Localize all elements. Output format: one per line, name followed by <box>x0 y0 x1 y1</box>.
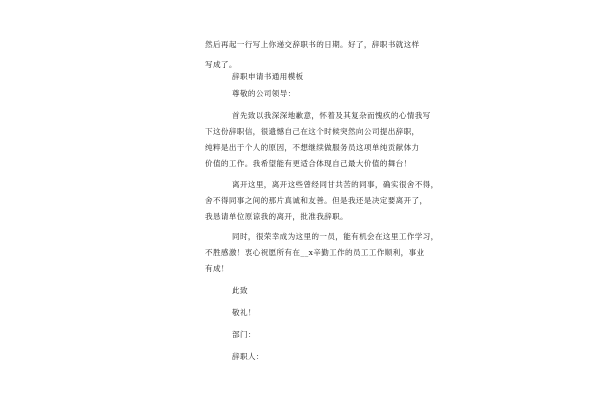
paragraph-3-line-3: 有成！ <box>205 264 229 273</box>
paragraph-2-line-2: 舍不得同事之间的那片真诚和友善。但是我还是决定要离开了， <box>205 196 428 205</box>
intro-line-1: 然后再起一行写上你递交辞职书的日期。好了，辞职书就这样 <box>205 40 420 49</box>
paragraph-2-line-1: 离开这里，离开这些曾经同甘共苦的同事，确实很舍不得， <box>232 180 439 189</box>
paragraph-1-line-1: 首先致以我深深地歉意，怀着及其复杂而愧疚的心情我写 <box>232 111 431 120</box>
paragraph-2-line-3: 我恳请单位原谅我的离开，批准我辞职。 <box>205 212 348 221</box>
paragraph-3-line-2: 不胜感激！衷心祝愿所有在__x辛勤工作的员工工作顺利，事业 <box>205 248 425 257</box>
department-label: 部门： <box>232 330 256 339</box>
resigner-label: 辞职人： <box>232 352 264 361</box>
paragraph-1-line-4: 价值的工作。我希望能有更适合体现自己最大价值的舞台！ <box>205 159 412 168</box>
salutation: 尊敬的公司领导： <box>232 89 296 98</box>
paragraph-1-line-3: 纯粹是出于个人的原因，不想继续做服务员这项单纯贡献体力 <box>205 143 420 152</box>
paragraph-3-line-1: 同时，很荣幸成为这里的一员，能有机会在这里工作学习， <box>232 232 439 241</box>
paragraph-1-line-2: 下这份辞职信，很遗憾自己在这个时候突然向公司提出辞职， <box>205 127 420 136</box>
closing-line-1: 此致 <box>232 286 248 295</box>
intro-line-2: 写成了。 <box>205 60 237 69</box>
template-title: 辞职申请书通用模板 <box>232 72 304 81</box>
closing-line-2: 敬礼！ <box>232 308 256 317</box>
